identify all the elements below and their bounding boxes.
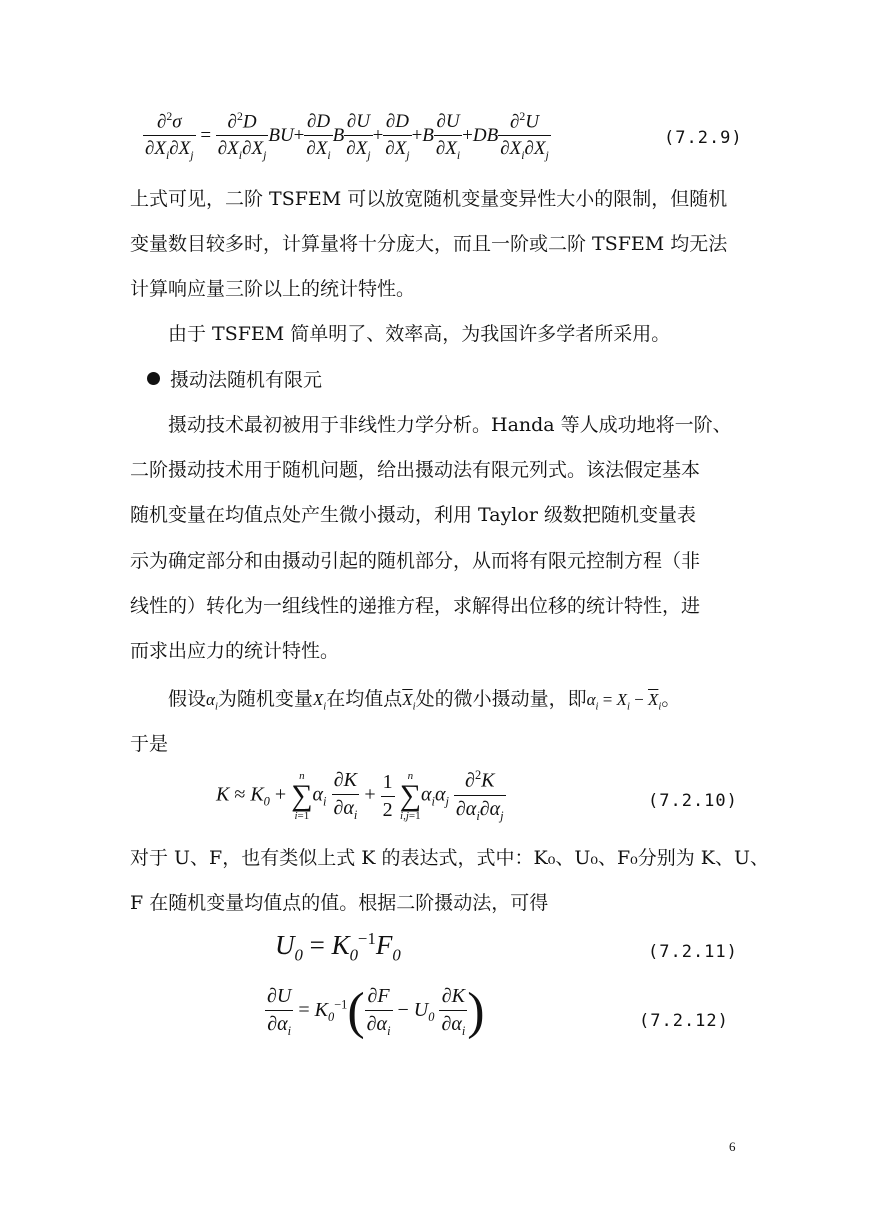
equation-7-2-11: $U_0 = K_0^{-1}F_0$ <box>275 929 401 965</box>
equation-number: (7.2.10) <box>648 791 738 811</box>
equation-number: (7.2.12) <box>639 1011 729 1031</box>
paragraph-line-inline-math <box>168 689 680 717</box>
paragraph-line: F 在随机变量均值点的值。根据二阶摄动法，可得 <box>130 892 549 914</box>
text-run: 处的微小摄动量，即 <box>415 688 587 710</box>
text-run: 为随机变量 <box>217 688 313 710</box>
section-heading <box>147 370 322 390</box>
equation-7-2-10: $K \approx K_0$ + n ∑ i=1 $\alpha_i$ $\frac{\partial K}{\partial\alpha_i}$ + $\frac{1}{2}$ n ∑ i,j=1 $\alpha_i\alpha_j$ $\frac{\partial^2K}{\partial\alpha_i\partial\alpha_j}$ <box>216 768 504 823</box>
inline-math: $\overline{X}_i$ <box>402 690 416 713</box>
equation-number: (7.2.11) <box>648 942 738 962</box>
equation-7-2-12: $\frac{\partial U}{\partial\alpha_i}$ = $K_0^{-1}$( $\frac{\partial F}{\partial\alpha_i}$ − $U_0$ $\frac{\partial K}{\partial\alpha_i}$ ) <box>267 983 485 1040</box>
text-run: 在均值点 <box>326 688 403 710</box>
inline-math: $\alpha_i$ <box>206 690 218 713</box>
paragraph-line: 示为确定部分和由摄动引起的随机部分，从而将有限元控制方程（非 <box>130 550 701 572</box>
paragraph-line: 摄动技术最初被用于非线性力学分析。Handa 等人成功地将一阶、 <box>168 414 732 436</box>
equation-7-2-9: $\frac{\partial^2\sigma}{\partial X_i\partial X_j}$ = $\frac{\partial^2D}{\partial X_i\partial X_j}$ BU+ $\frac{\partial D}{\partial X_i}$ B $\frac{\partial U}{\partial X_j}$ + $\frac{\partial D}{\partial X_j}$ +B $\frac{\partial U}{\partial X_i}$ +DB $\frac{\partial^2U}{\partial X_i\partial X_j}$ <box>145 110 549 162</box>
inline-math: $X_i$ <box>312 690 327 713</box>
paragraph-line: 变量数目较多时，计算量将十分庞大，而且一阶或二阶 TSFEM 均无法 <box>130 233 728 255</box>
paragraph-line: 于是 <box>130 733 169 755</box>
paragraph-line: 线性的）转化为一组线性的递推方程，求解得出位移的统计特性，进 <box>130 595 701 617</box>
page-number: 6 <box>729 1139 736 1154</box>
paragraph-line: 而求出应力的统计特性。 <box>130 640 340 662</box>
paragraph-line: 随机变量在均值点处产生微小摄动，利用 Taylor 级数把随机变量表 <box>130 504 696 526</box>
text-run: 。 <box>661 688 681 710</box>
paragraph-line: 上式可见，二阶 TSFEM 可以放宽随机变量变异性大小的限制，但随机 <box>130 188 728 210</box>
equation-number: (7.2.9) <box>664 128 743 148</box>
paragraph-line: 由于 TSFEM 简单明了、效率高，为我国许多学者所采用。 <box>168 323 671 345</box>
bullet-icon <box>147 372 160 385</box>
paragraph-line: 二阶摄动技术用于随机问题，给出摄动法有限元列式。该法假定基本 <box>130 459 701 481</box>
paragraph-line: 计算响应量三阶以上的统计特性。 <box>130 278 416 300</box>
text-run: 假设 <box>168 688 207 710</box>
inline-math: $\alpha_i = X_i - \overline{X}_i$ <box>586 690 662 713</box>
paragraph-line: 对于 U、F，也有类似上式 K 的表达式，式中：K₀、U₀、F₀分别为 K、U、 <box>130 847 769 869</box>
heading-text: 摄动法随机有限元 <box>170 369 323 391</box>
